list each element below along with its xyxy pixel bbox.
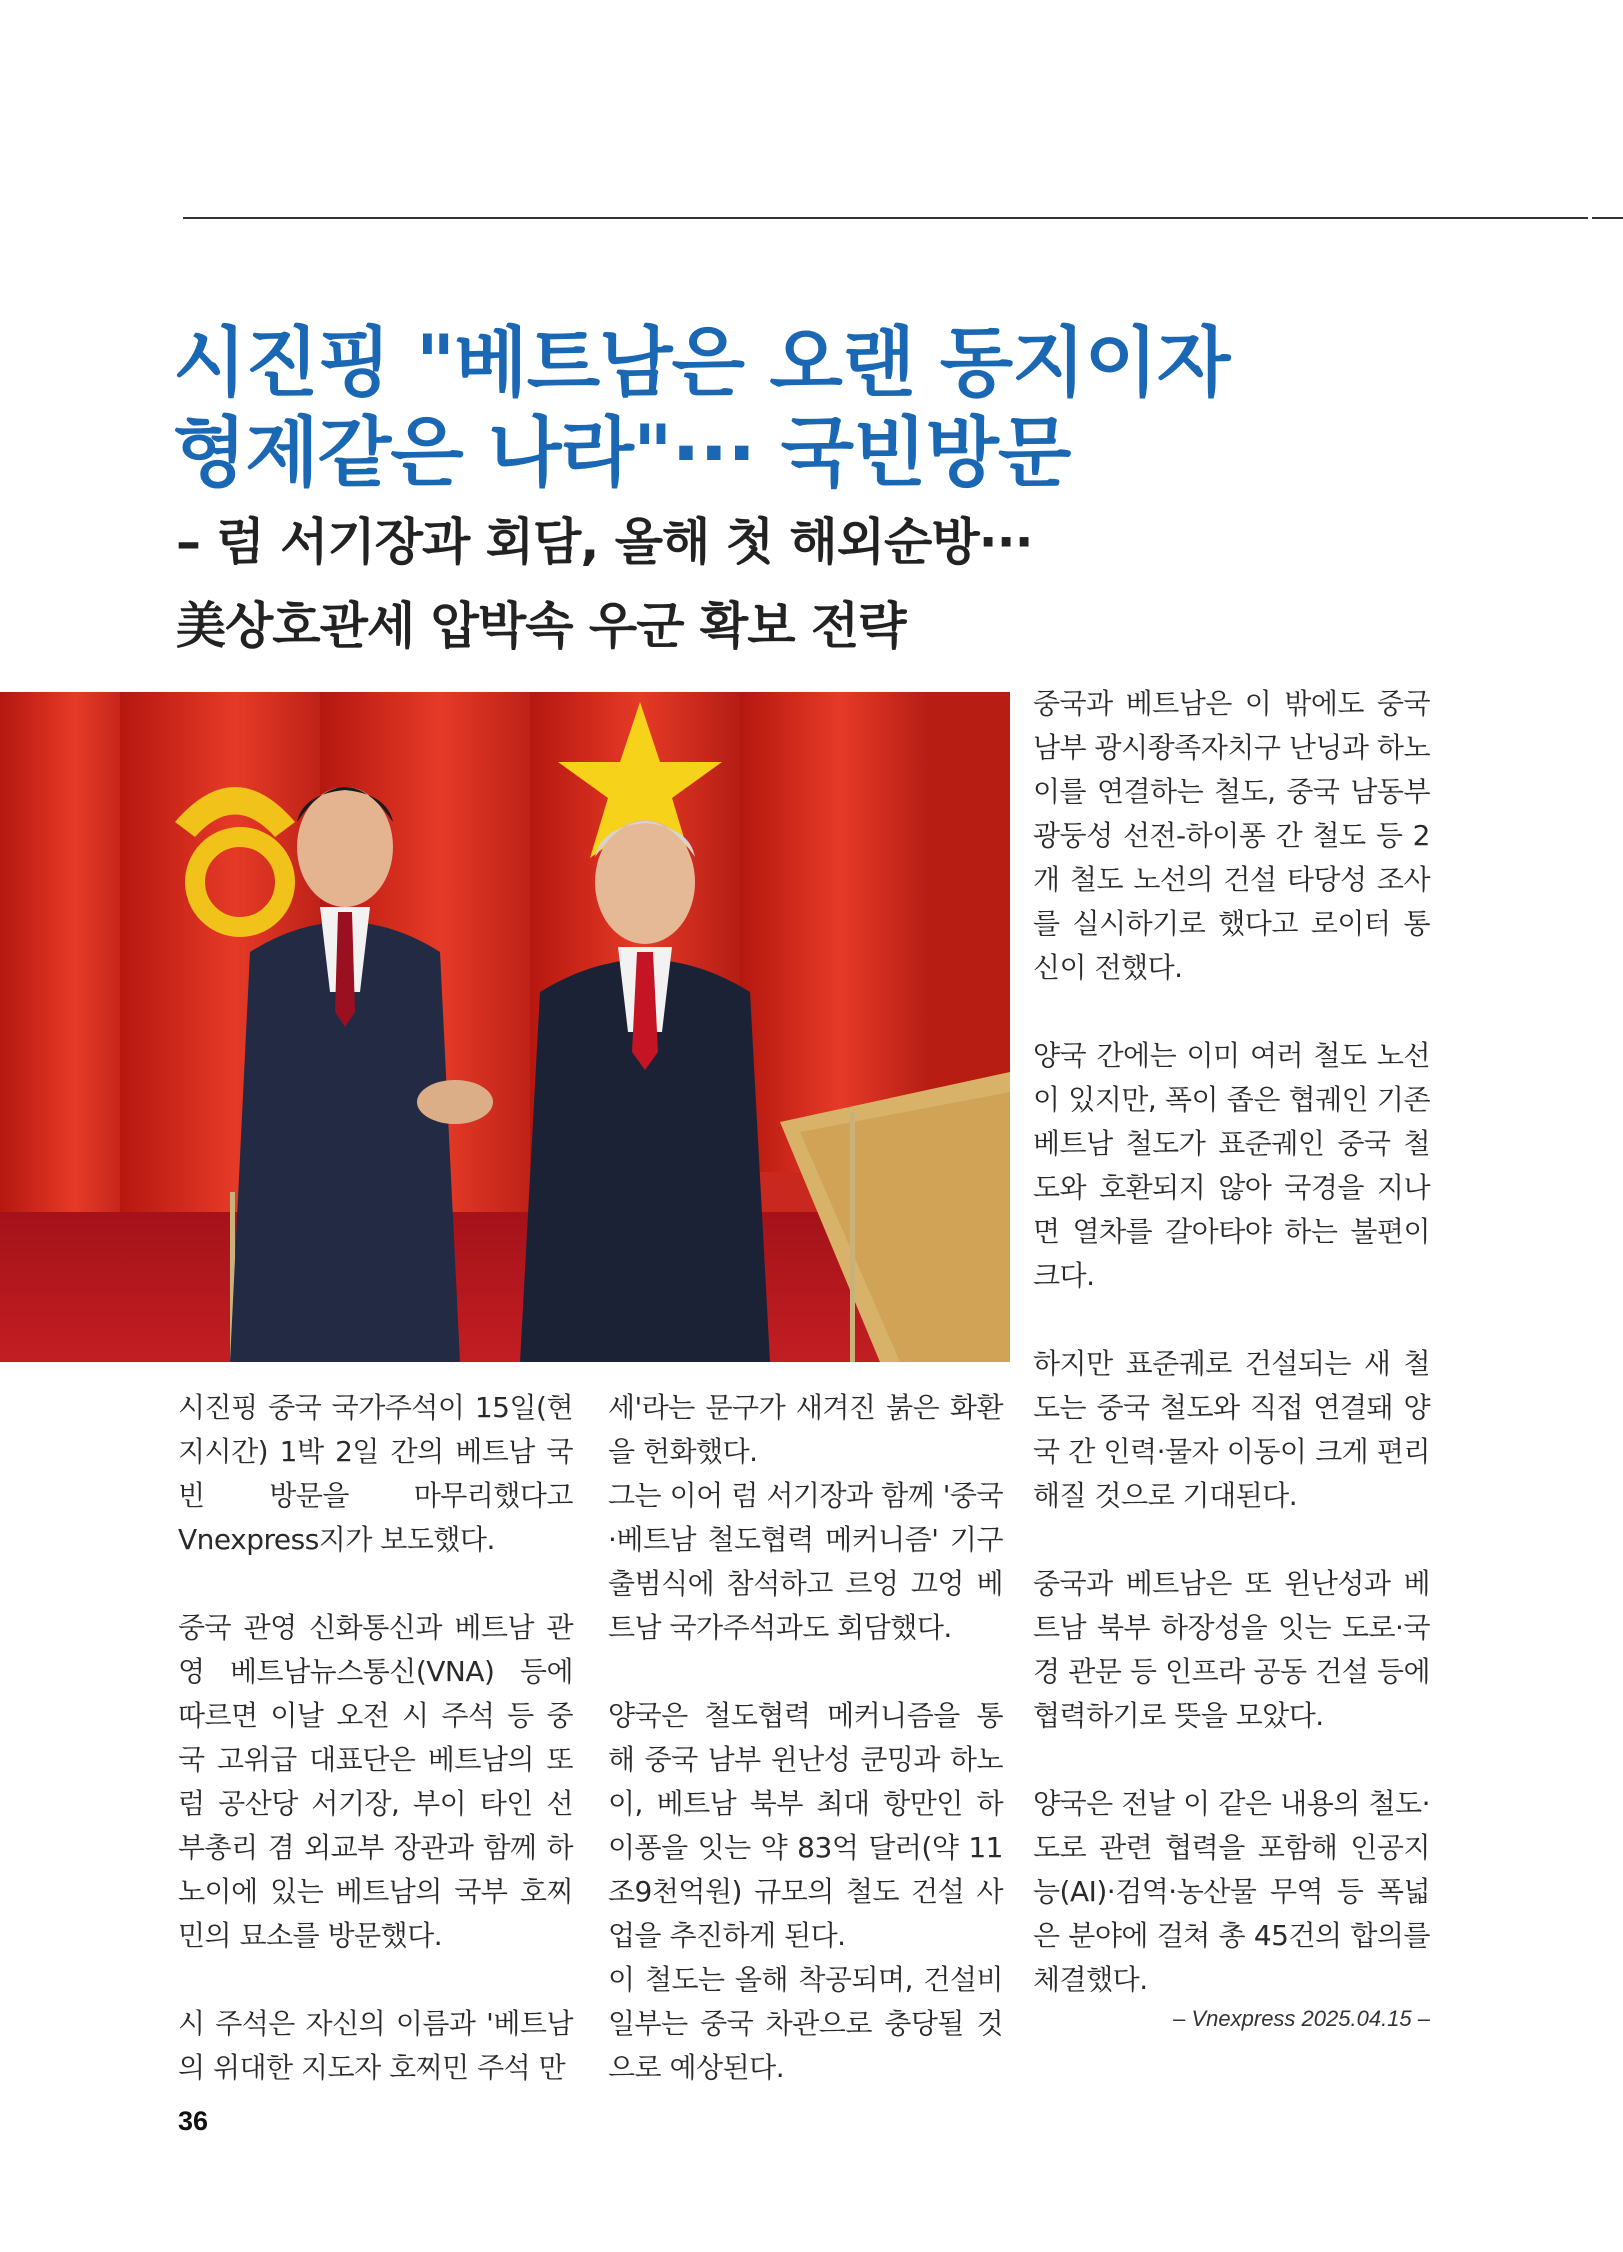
paragraph: 이 철도는 올해 착공되며, 건설비 일부는 중국 차관으로 충당될 것으로 예상된다. — [608, 1963, 1003, 2084]
top-rule — [183, 217, 1588, 219]
paragraph-spacer — [1033, 1298, 1430, 1342]
news-photo — [0, 692, 1010, 1362]
paragraph: 시 주석은 자신의 이름과 '베트남의 위대한 지도자 호찌민 주석 만 — [178, 2007, 573, 2084]
paragraph: 세'라는 문구가 새겨진 붉은 화환을 헌화했다. — [608, 1391, 1003, 1468]
article-column-1 — [178, 1386, 573, 2090]
top-rule-end — [1592, 217, 1623, 219]
page-number: 36 — [178, 2106, 209, 2136]
paragraph-spacer — [178, 1958, 573, 2002]
paragraph: 하지만 표준궤로 건설되는 새 철도는 중국 철도와 직접 연결돼 양국 간 인력·물자 이동이 크게 편리해질 것으로 기대된다. — [1033, 1347, 1430, 1512]
paragraph: 시진핑 중국 국가주석이 15일(현지시간) 1박 2일 간의 베트남 국빈 방문을 마무리했다고 Vnexpress지가 보도했다. — [178, 1391, 573, 1556]
paragraph: 양국은 철도협력 메커니즘을 통해 중국 남부 윈난성 쿤밍과 하노이, 베트남 북부 최대 항만인 하이퐁을 잇는 약 83억 달러(약 11조9천억원) 규모의 철도 건설 사업을 추진하게 된다. — [608, 1699, 1003, 1952]
subheadline — [176, 500, 1476, 668]
headline-line-1: 시진핑 "베트남은 오랜 동지이자 — [173, 318, 1230, 407]
paragraph: 양국 간에는 이미 여러 철도 노선이 있지만, 폭이 좁은 협궤인 기존 베트남 철도가 표준궤인 중국 철도와 호환되지 않아 국경을 지나면 열차를 갈아타야 하는 불편이 크다. — [1033, 1039, 1430, 1292]
subhead-line-1: – 럼 서기장과 회담, 올해 첫 해외순방··· — [176, 513, 1033, 571]
article-column-3 — [1033, 682, 1430, 2002]
paragraph: 중국과 베트남은 이 밖에도 중국 남부 광시좡족자치구 난닝과 하노이를 연결하는 철도, 중국 남동부 광둥성 선전-하이퐁 간 철도 등 2개 철도 노선의 건설 타당성 조사를 실시하기로 했다고 로이터 통신이 전했다. — [1033, 687, 1430, 984]
paragraph: 그는 이어 럼 서기장과 함께 '중국·베트남 철도협력 메커니즘' 기구 출범식에 참석하고 르엉 끄엉 베트남 국가주석과도 회담했다. — [608, 1479, 1003, 1644]
subhead-line-2: 美상호관세 압박속 우군 확보 전략 — [176, 597, 906, 655]
paragraph: 중국 관영 신화통신과 베트남 관영 베트남뉴스통신(VNA) 등에 따르면 이날 오전 시 주석 등 중국 고위급 대표단은 베트남의 또 럼 공산당 서기장, 부이 타인 선 부총리 겸 외교부 장관과 함께 하노이에 있는 베트남의 국부 호찌민의 묘소를 방문했다. — [178, 1611, 573, 1952]
article-column-2 — [608, 1386, 1003, 2090]
headline-line-2: 형제같은 나라"··· 국빈방문 — [173, 408, 1071, 497]
paragraph: 중국과 베트남은 또 윈난성과 베트남 북부 하장성을 잇는 도로·국경 관문 등 인프라 공동 건설 등에 협력하기로 뜻을 모았다. — [1033, 1567, 1430, 1732]
paragraph: 양국은 전날 이 같은 내용의 철도·도로 관련 협력을 포함해 인공지능(AI)·검역·농산물 무역 등 폭넓은 분야에 걸쳐 총 45건의 합의를 체결했다. — [1033, 1787, 1430, 1996]
paragraph-spacer — [1033, 990, 1430, 1034]
paragraph-spacer — [1033, 1518, 1430, 1562]
source-credit: – Vnexpress 2025.04.15 – — [1173, 2006, 1430, 2031]
paragraph-spacer — [178, 1562, 573, 1606]
paragraph-spacer — [608, 1650, 1003, 1694]
headline — [173, 318, 1473, 498]
paragraph-spacer — [1033, 1738, 1430, 1782]
